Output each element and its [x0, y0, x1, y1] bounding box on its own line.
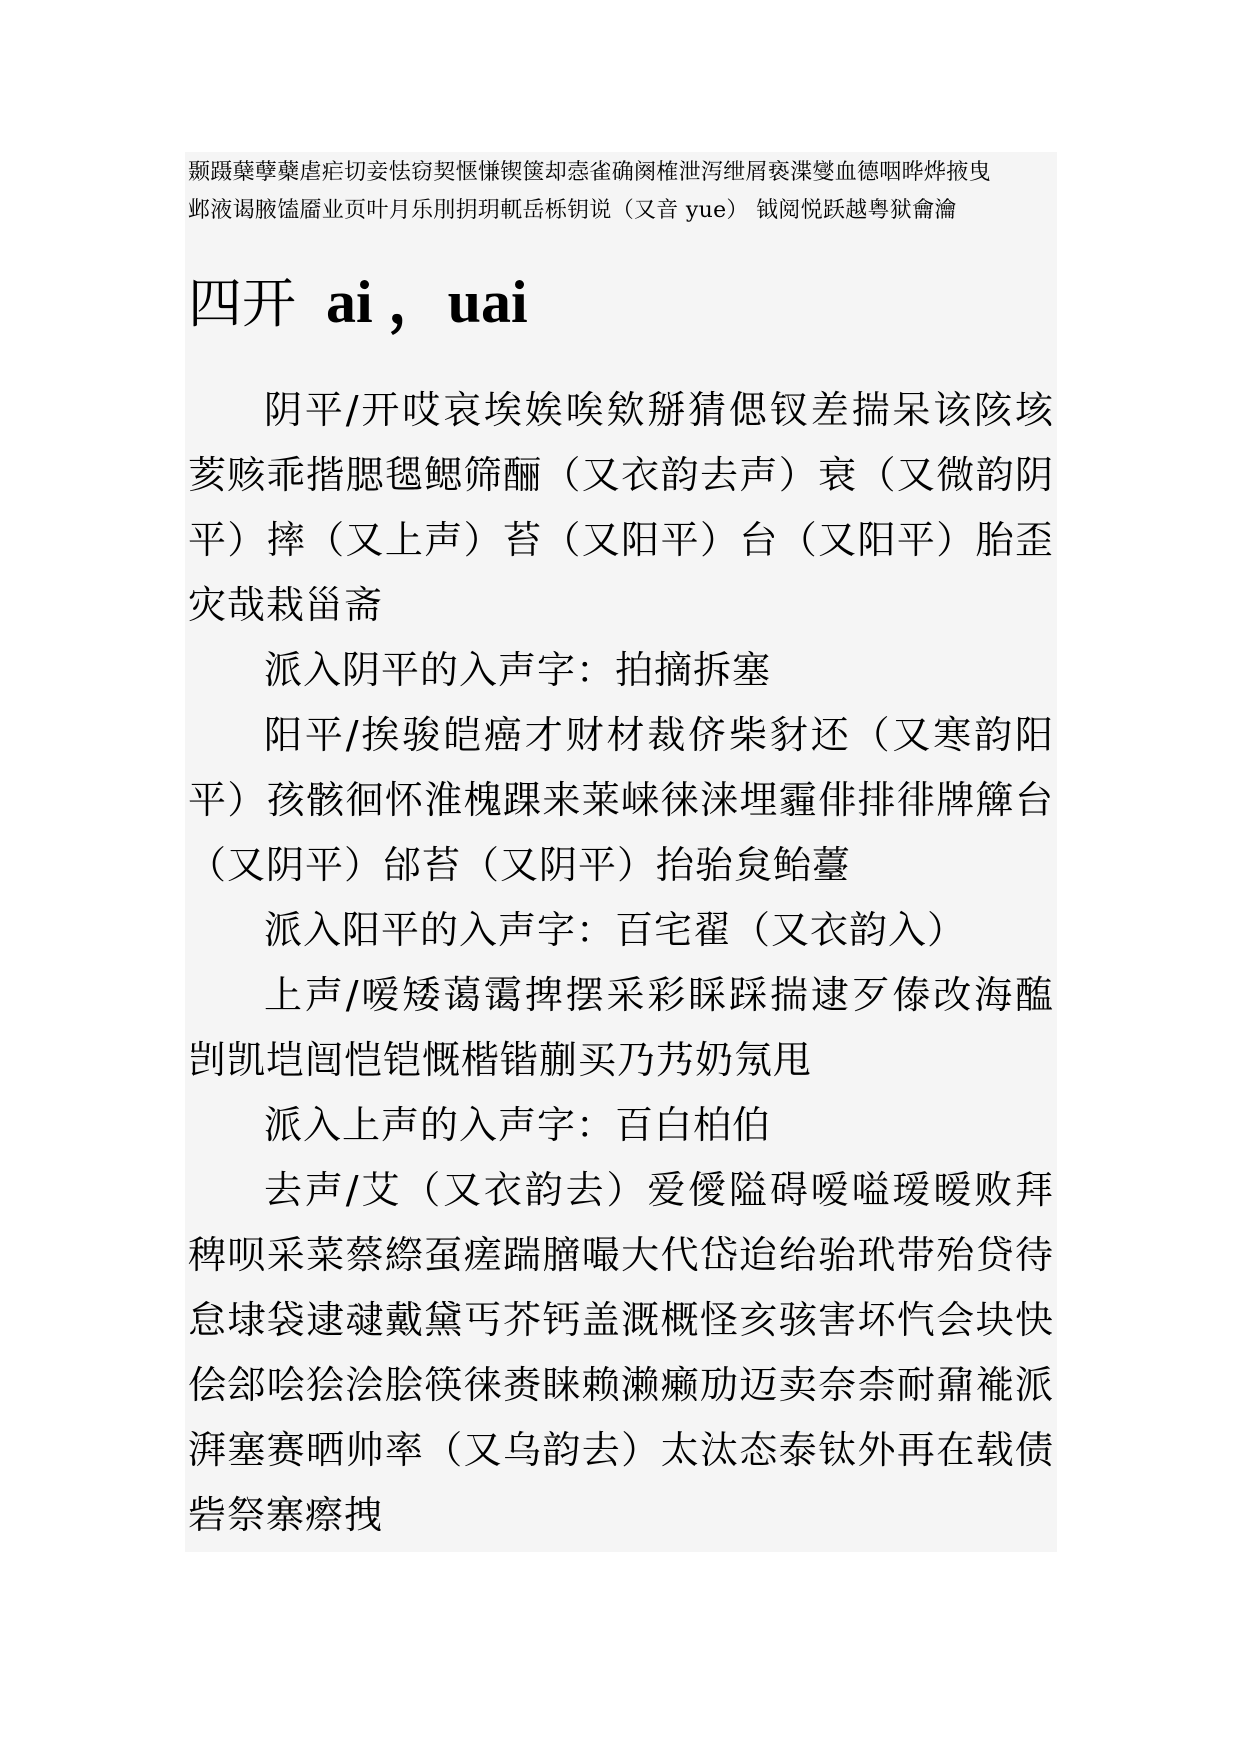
rhyme-body [188, 378, 1054, 1548]
paragraph-ru-to-yangping: 派入阳平的入声字：百宅翟（又衣韵入） [264, 908, 967, 952]
top-character-line-2: 邺液谒腋馌靥业页叶月乐刖抈玥軏岳栎钥说（又音 yue） 钺阅悦跃越粤狱龠瀹 [188, 198, 957, 223]
section-heading-cjk: 四开 [188, 272, 296, 335]
paragraph-qusheng: 去声/艾（又衣韵去）爱僾隘碍嗳嗌瑷暧败拜稗呗采菜蔡縩虿瘥踹膪嘬大代岱迨绐骀玳带殆贷待怠埭袋逮叇戴黛丐芥钙盖溉概怪亥骇害坏忾会块快侩郐哙狯浍脍筷徕赉睐赖濑癞劢迈卖奈柰耐鼐褦派湃塞赛晒帅率（又乌韵去）太汰态泰钛外再在载债砦祭寨瘵拽 [188, 1168, 1054, 1537]
paragraph-yangping: 阳平/挨骏皑癌才财材裁侪柴豺还（又寒韵阳平）孩骸徊怀淮槐踝来莱崃徕涞埋霾俳排徘牌簰台（又阴平）邰苔（又阴平）抬骀炱鲐薹 [188, 713, 1054, 887]
top-character-line-1: 颞蹑蘖孽蘗虐疟切妾怯窃契惬慊锲箧却悫雀确阕榷泄泻绁屑亵渫燮血德咽晔烨掖曳 [188, 160, 991, 185]
section-heading-latin: ai ，uai [326, 269, 528, 335]
paragraph-shangsheng: 上声/嗳矮蔼霭捭摆采彩睬踩揣逮歹傣改海醢剀凯垲闿恺铠慨楷锴蒯买乃艿奶氖甩 [188, 973, 1054, 1082]
paragraph-yinping: 阴平/开哎哀埃娭唉欸掰猜偲钗差揣呆该陔垓荄赅乖揩腮毸鳃筛酾（又衣韵去声）衰（又微韵阴平）摔（又上声）苔（又阳平）台（又阳平）胎歪灾哉栽甾斋 [188, 388, 1054, 627]
paragraph-ru-to-shangsheng: 派入上声的入声字：百白柏伯 [264, 1103, 772, 1147]
section-heading [188, 262, 528, 344]
paragraph-ru-to-yinping: 派入阴平的入声字：拍摘拆塞 [264, 648, 772, 692]
